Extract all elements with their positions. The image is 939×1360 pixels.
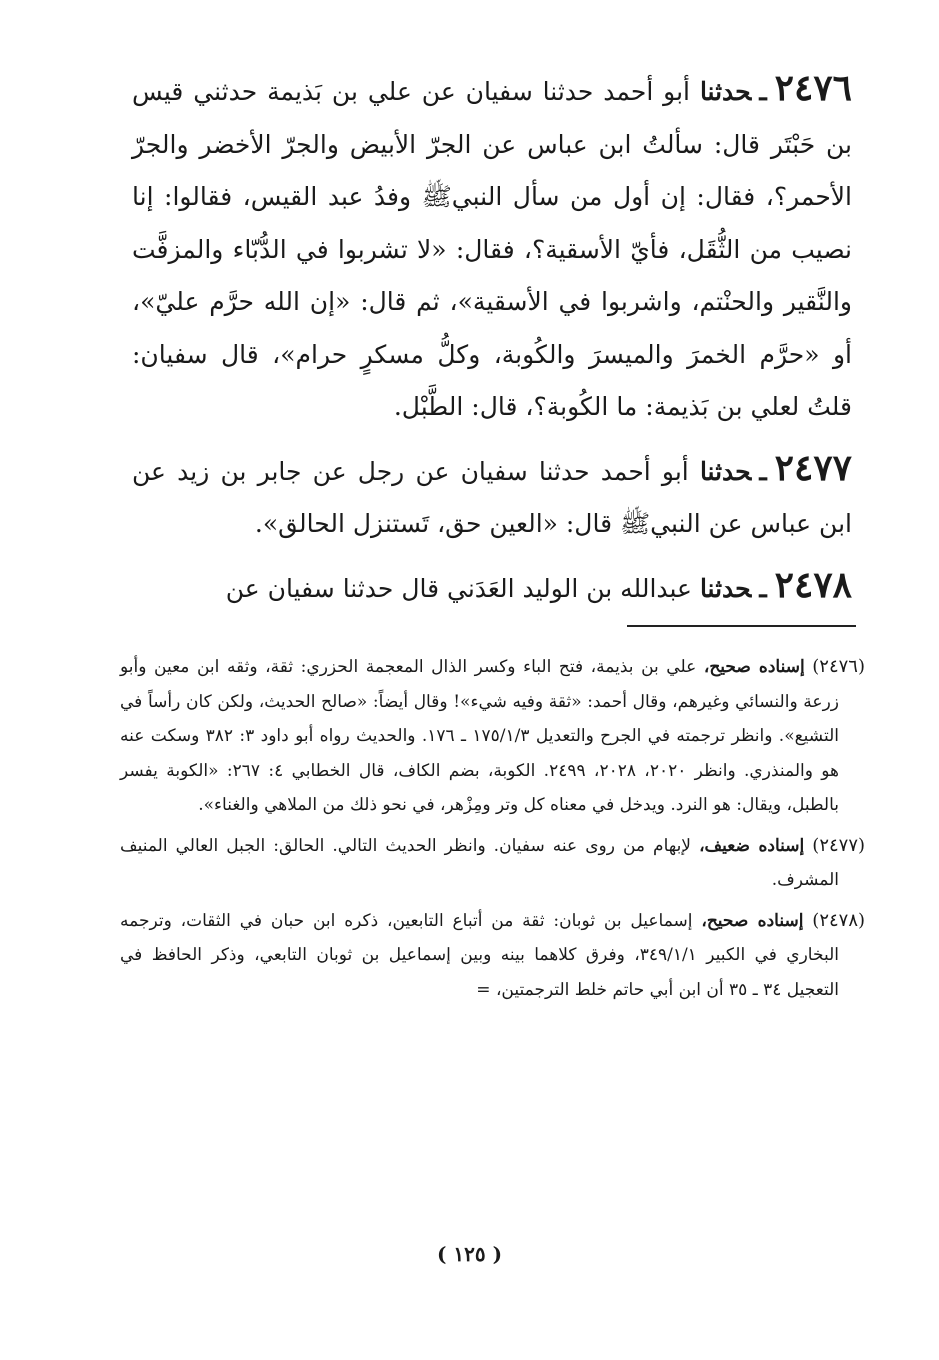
footnote-number: (٢٤٧٨) [812,909,866,931]
footnote-2478 [120,904,865,1008]
footnote-text: إسماعيل بن ثوبان: ثقة من أتباع التابعين، ذكره ابن حبان في الثقات، وترجمه البخاري في الكبير ٣٤٩/١/١، وفرق كلاهما بينه وبين إسماعيل بن ثوبان التابعي، وذكر الحافظ في التعجيل ٣٤ ـ ٣٥ أن ابن أبي حاتم خلط الترجمتين، = [120,910,839,1000]
footnote-number: (٢٤٧٦) [812,656,865,677]
footnote-2477 [120,829,865,898]
page-number: ( ١٢٥ ) [436,1242,503,1266]
footnote-number: (٢٤٧٧) [812,834,866,856]
hadith-number: ٢٤٧٦ [774,67,852,109]
main-text [132,62,852,623]
hadith-lead: حدثنا [699,456,752,486]
hadith-text: عبدالله بن الوليد العَدَني قال حدثنا سفيان عن [225,573,692,603]
hadith-separator: ـ [759,573,767,603]
hadith-number: ٢٤٧٧ [774,446,852,489]
footnote-divider [627,625,856,627]
hadith-2477 [132,442,852,551]
hadith-number: ٢٤٧٨ [774,563,852,606]
footnote-2476 [120,650,865,823]
hadith-text: أبو أحمد حدثنا سفيان عن علي بن بَذيمة حدثني قيس بن حَبْتَر قال: سألتُ ابن عباس عن الجرّ الأبيض والجرّ الأخضر والجرّ الأحمر؟، فقال: إن أول من سأل النبيﷺ وفدُ عبد القيس، فقالوا: إنا نصيب من الثُّقَل، فأيّ الأسقية؟، فقال: «لا تشربوا في الدُّبّاء والمزفَّت والنَّقير والحنْتم، واشربوا في الأسقية»، ثم قال: «إن الله حرَّم عليّ»، أو «حرَّم الخمرَ والميسرَ والكُوبة، وكلُّ مسكرٍ حرام»، قال سفيان: قلتُ لعلي بن بَذيمة: ما الكُوبة؟، قال: الطَّبْل. [132,77,852,421]
hadith-2476 [132,62,852,434]
hadith-lead: حدثنا [699,77,752,106]
footnote-text: علي بن بذيمة، فتح الباء وكسر الذال المعجمة الحزري: ثقة، وثقه ابن معين وأبو زرعة والنسائي وغيرهم، وقال أحمد: «ثقة وفيه شيء»! وقال أيضاً: «صالح الحديث، ولكن كان رأساً في التشيع». وانظر ترجمته في الجرح والتعديل ١٧٥/١/٣ ـ ١٧٦. والحديث رواه أبو داود ٣: ٣٨٢ وسكت عنه هو والمنذري. وانظر ٢٠٢٠، ٢٠٢٨، ٢٤٩٩. الكوبة، بضم الكاف، قال الخطابي ٤: ٢٦٧: «الكوبة يفسر بالطبل، ويقال: هو النرد. ويدخل في معناه كل وتر ومِزْهر، في نحو ذلك من الملاهي والغناء». [120,657,840,815]
hadith-lead: حدثنا [699,573,752,603]
hadith-separator: ـ [759,77,767,106]
footnote-lead: إسناده صحيح، [701,910,804,931]
footnotes [120,650,865,1013]
hadith-2478 [132,559,852,616]
footnote-lead: إسناده صحيح، [703,657,805,677]
footnote-text: لإبهام من روى عنه سفيان. وانظر الحديث التالي. الحالق: الجبل العالي المنيف المشرف. [120,835,839,890]
hadith-text: أبو أحمد حدثنا سفيان عن رجل عن جابر بن زيد عن ابن عباس عن النبيﷺ قال: «العين حق، تَستنزل الحالق». [132,456,852,538]
footnote-lead: إسناده ضعيف، [699,835,805,856]
hadith-separator: ـ [759,456,767,486]
